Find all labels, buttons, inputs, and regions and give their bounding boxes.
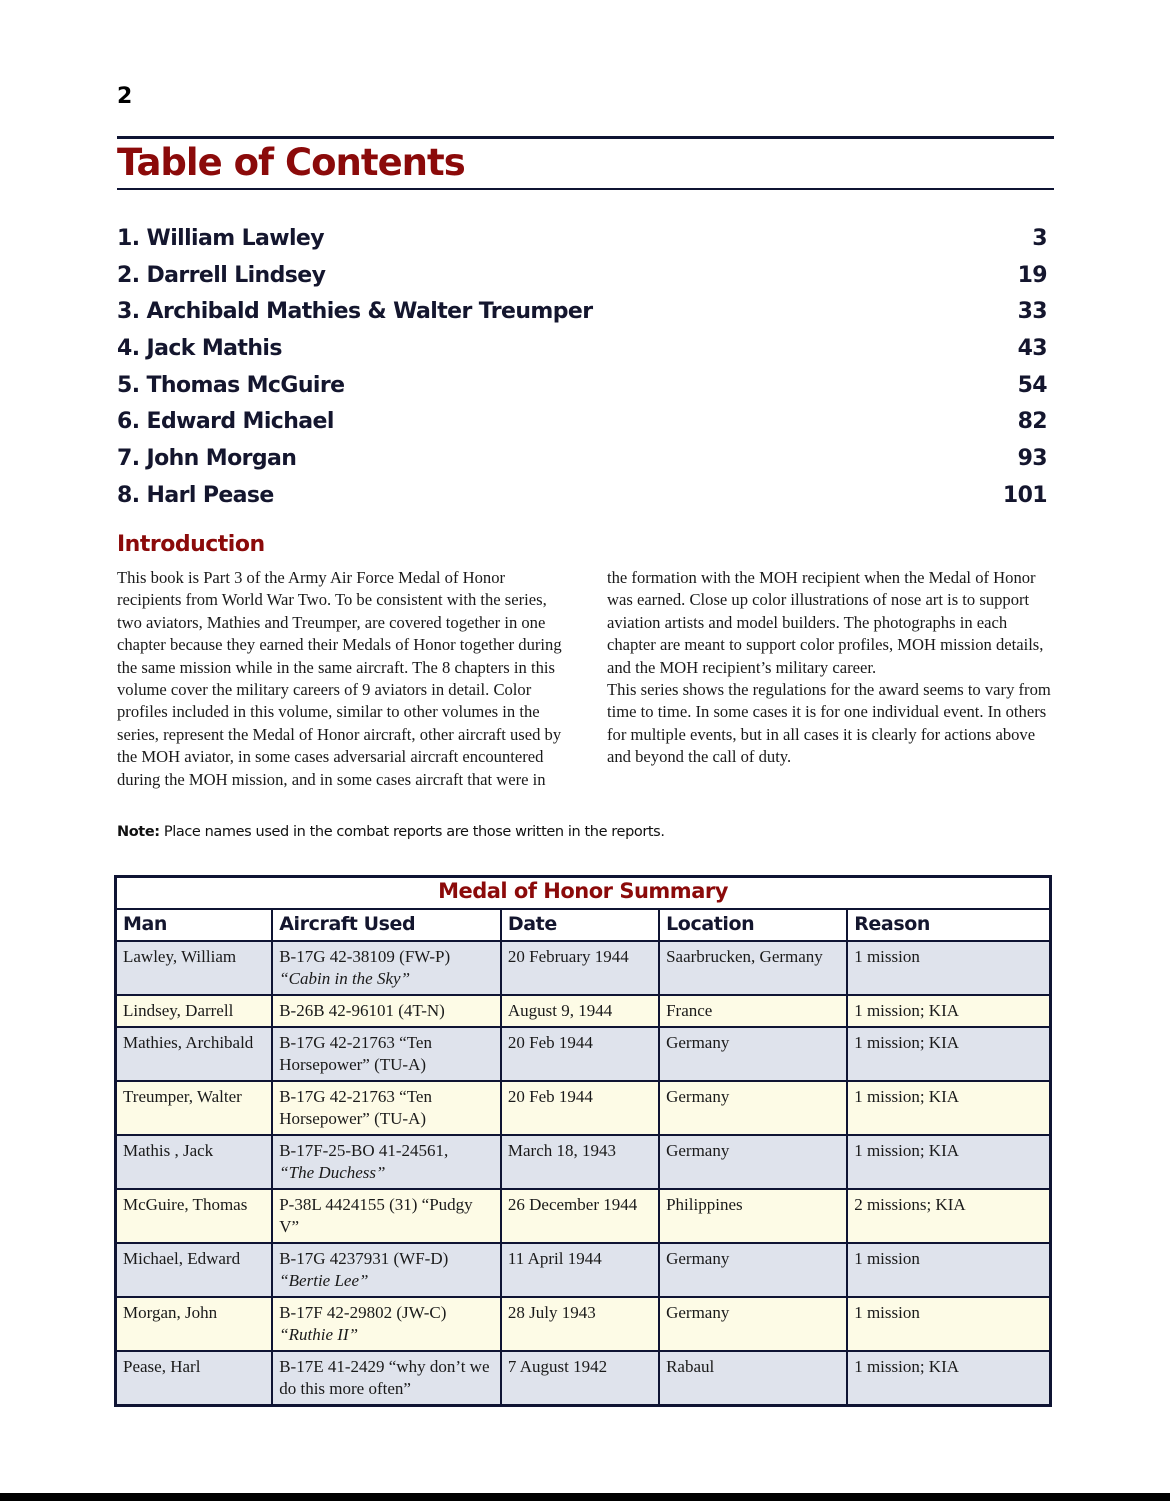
note — [117, 824, 665, 840]
cell-date — [501, 1081, 659, 1135]
cell-man — [116, 1297, 273, 1351]
table-row — [116, 941, 1051, 995]
cell-location — [659, 1243, 847, 1297]
toc-entry[interactable] — [117, 367, 1047, 404]
introduction-heading: Introduction — [117, 532, 265, 557]
page-number: 2 — [117, 84, 133, 109]
cell-reason-text: 1 mission; KIA — [854, 1033, 960, 1052]
toc-entry[interactable] — [117, 293, 1047, 330]
cell-location — [659, 995, 847, 1027]
cell-reason-text: 1 mission; KIA — [854, 1001, 960, 1020]
toc-entry[interactable] — [117, 440, 1047, 477]
cell-date — [501, 1297, 659, 1351]
introduction-paragraph: This book is Part 3 of the Army Air Force Medal of Honor recipients from World War Two. To be consistent with the series, two aviators, Mathies and Treumper, are covered together in one chapter because they earned their Medals of Honor together during the same mission while in the same aircraft. The 8 chapters in this volume cover the military careers of 9 aviators in detail. Color profiles included in this volume, similar to other volumes in the series, represent the Medal of Honor aircraft, other aircraft used by the MOH aviator, in some cases adversarial aircraft encountered during the MOH mission, and in some cases aircraft that were in the formation with the MOH recipient when the Medal of Honor was earned. Close up color illustrations of nose art is to support aviation artists and model builders. The photographs in each chapter are meant to support color profiles, MOH mission details, and the MOH recipient’s military career. — [117, 568, 1044, 789]
cell-reason — [847, 1243, 1050, 1297]
cell-reason-text: 2 missions; KIA — [854, 1195, 966, 1214]
aircraft-nickname: “Cabin in the Sky” — [279, 969, 411, 988]
cell-date-text: March 18, 1943 — [507, 1141, 617, 1160]
toc-entry-label: 7. John Morgan — [117, 445, 297, 471]
toc-title: Table of Contents — [117, 141, 465, 184]
cell-location-text: Germany — [666, 1249, 730, 1268]
cell-aircraft — [272, 1297, 501, 1351]
cell-reason — [847, 1297, 1050, 1351]
cell-date — [501, 941, 659, 995]
cell-aircraft — [272, 1243, 501, 1297]
table-row — [116, 1297, 1051, 1351]
cell-man — [116, 941, 273, 995]
cell-date-text: 11 April 1944 — [507, 1249, 602, 1268]
cell-aircraft — [272, 1027, 501, 1081]
cell-reason — [847, 1189, 1050, 1243]
toc-entry[interactable] — [117, 330, 1047, 367]
cell-aircraft-text: B-17F-25-BO 41-24561, — [279, 1141, 449, 1160]
cell-reason — [847, 1081, 1050, 1135]
cell-date-text: 20 Feb 1944 — [507, 1087, 593, 1106]
note-label: Note: — [117, 824, 160, 840]
cell-location — [659, 1351, 847, 1406]
cell-man — [116, 1189, 273, 1243]
cell-location-text: Saarbrucken, Germany — [666, 947, 823, 966]
aircraft-nickname: “Ruthie II” — [279, 1325, 359, 1344]
cell-location-text: France — [666, 1001, 713, 1020]
title-rule-top — [117, 136, 1054, 139]
toc-entry-page: 54 — [1017, 372, 1047, 398]
cell-man-text: Mathis , Jack — [123, 1141, 214, 1160]
table-header-row — [116, 909, 1051, 941]
cell-man-text: Treumper, Walter — [123, 1087, 242, 1106]
cell-date-text: 28 July 1943 — [507, 1303, 596, 1322]
cell-man-text: Morgan, John — [123, 1303, 218, 1322]
column-header-aircraft: Aircraft Used — [272, 909, 501, 941]
cell-aircraft-text: B-17G 42-21763 “Ten Horsepower” (TU-A) — [279, 1087, 432, 1128]
toc-entry-label: 5. Thomas McGuire — [117, 372, 345, 398]
cell-man — [116, 1027, 273, 1081]
cell-reason — [847, 1135, 1050, 1189]
cell-man — [116, 995, 273, 1027]
cell-aircraft-text: P-38L 4424155 (31) “Pudgy V” — [279, 1195, 473, 1236]
toc-entry[interactable] — [117, 257, 1047, 294]
cell-aircraft — [272, 995, 501, 1027]
table-row — [116, 1351, 1051, 1406]
cell-date-text: 20 Feb 1944 — [507, 1033, 593, 1052]
table-row — [116, 1189, 1051, 1243]
cell-location-text: Germany — [666, 1087, 730, 1106]
toc-entry[interactable] — [117, 403, 1047, 440]
cell-reason-text: 1 mission — [854, 1303, 920, 1322]
column-header-reason: Reason — [847, 909, 1050, 941]
cell-date — [501, 1351, 659, 1406]
cell-man-text: Michael, Edward — [123, 1249, 241, 1268]
cell-date — [501, 1027, 659, 1081]
toc-entry-page: 101 — [1002, 482, 1047, 508]
cell-man-text: Mathies, Archibald — [123, 1033, 254, 1052]
cell-aircraft — [272, 941, 501, 995]
table-row — [116, 1243, 1051, 1297]
cell-man — [116, 1243, 273, 1297]
cell-aircraft-text: B-26B 42-96101 (4T-N) — [279, 1001, 445, 1020]
cell-date — [501, 995, 659, 1027]
column-header-location: Location — [659, 909, 847, 941]
cell-location — [659, 1189, 847, 1243]
cell-reason-text: 1 mission — [854, 1249, 920, 1268]
toc-entry-page: 93 — [1017, 445, 1047, 471]
toc-entry-page: 33 — [1017, 299, 1047, 325]
toc-entry-label: 4. Jack Mathis — [117, 335, 282, 361]
cell-date — [501, 1135, 659, 1189]
table-row — [116, 995, 1051, 1027]
cell-location-text: Germany — [666, 1141, 730, 1160]
aircraft-nickname: “Bertie Lee” — [279, 1271, 369, 1290]
cell-aircraft-text: B-17G 42-38109 (FW-P) — [279, 947, 451, 966]
title-rule-bottom — [117, 188, 1054, 190]
toc-list — [117, 220, 1047, 514]
table-title: Medal of Honor Summary — [116, 877, 1051, 910]
table-row — [116, 1135, 1051, 1189]
table-row — [116, 1027, 1051, 1081]
cell-reason — [847, 1027, 1050, 1081]
cell-aircraft — [272, 1189, 501, 1243]
cell-date-text: 20 February 1944 — [507, 947, 629, 966]
cell-date — [501, 1189, 659, 1243]
cell-man-text: Pease, Harl — [123, 1357, 201, 1376]
cell-man-text: Lawley, William — [123, 947, 237, 966]
cell-date-text: 7 August 1942 — [507, 1357, 608, 1376]
cell-reason-text: 1 mission; KIA — [854, 1087, 960, 1106]
cell-aircraft-text: B-17F 42-29802 (JW-C) — [279, 1303, 447, 1322]
cell-reason-text: 1 mission; KIA — [854, 1357, 960, 1376]
cell-reason — [847, 1351, 1050, 1406]
cell-aircraft — [272, 1351, 501, 1406]
cell-man-text: McGuire, Thomas — [123, 1195, 248, 1214]
toc-entry-label: 6. Edward Michael — [117, 409, 334, 435]
aircraft-nickname: “The Duchess” — [279, 1163, 386, 1182]
column-header-man: Man — [116, 909, 273, 941]
cell-aircraft-text: B-17E 41-2429 “why don’t we do this more often” — [279, 1357, 490, 1398]
cell-aircraft — [272, 1081, 501, 1135]
cell-man — [116, 1135, 273, 1189]
toc-entry-page: 19 — [1017, 262, 1047, 288]
introduction-body — [117, 567, 1057, 791]
cell-location — [659, 1027, 847, 1081]
cell-aircraft-text: B-17G 42-21763 “Ten Horsepower” (TU-A) — [279, 1033, 432, 1074]
moh-summary-table — [114, 875, 1052, 1407]
introduction-paragraph: This series shows the regulations for the award seems to vary from time to time. In some cases it is for one individual event. In others for multiple events, but in all cases it is clearly for actions above and beyond the call of duty. — [607, 680, 1051, 767]
cell-aircraft-text: B-17G 4237931 (WF-D) — [279, 1249, 449, 1268]
toc-entry-page: 3 — [1032, 225, 1047, 251]
cell-date-text: 26 December 1944 — [507, 1195, 638, 1214]
cell-location-text: Germany — [666, 1033, 730, 1052]
cell-location-text: Rabaul — [666, 1357, 715, 1376]
cell-reason — [847, 995, 1050, 1027]
toc-entry-page: 43 — [1017, 335, 1047, 361]
cell-location — [659, 941, 847, 995]
cell-location — [659, 1297, 847, 1351]
cell-reason-text: 1 mission; KIA — [854, 1141, 960, 1160]
table-row — [116, 1081, 1051, 1135]
cell-date — [501, 1243, 659, 1297]
toc-entry[interactable] — [117, 477, 1047, 514]
cell-location-text: Philippines — [666, 1195, 743, 1214]
cell-location — [659, 1081, 847, 1135]
cell-man — [116, 1081, 273, 1135]
bottom-bar — [0, 1493, 1170, 1501]
toc-entry-label: 8. Harl Pease — [117, 482, 274, 508]
toc-entry-label: 1. William Lawley — [117, 225, 324, 251]
column-header-date: Date — [501, 909, 659, 941]
note-text: Place names used in the combat reports are those written in the reports. — [159, 824, 665, 840]
cell-date-text: August 9, 1944 — [507, 1001, 613, 1020]
toc-entry-label: 2. Darrell Lindsey — [117, 262, 326, 288]
cell-reason-text: 1 mission — [854, 947, 920, 966]
table-body — [116, 941, 1051, 1406]
cell-reason — [847, 941, 1050, 995]
cell-man-text: Lindsey, Darrell — [123, 1001, 234, 1020]
cell-location-text: Germany — [666, 1303, 730, 1322]
cell-location — [659, 1135, 847, 1189]
toc-entry-label: 3. Archibald Mathies & Walter Treumper — [117, 299, 593, 325]
table-title-row — [116, 877, 1051, 910]
toc-entry-page: 82 — [1017, 409, 1047, 435]
toc-entry[interactable] — [117, 220, 1047, 257]
cell-aircraft — [272, 1135, 501, 1189]
cell-man — [116, 1351, 273, 1406]
